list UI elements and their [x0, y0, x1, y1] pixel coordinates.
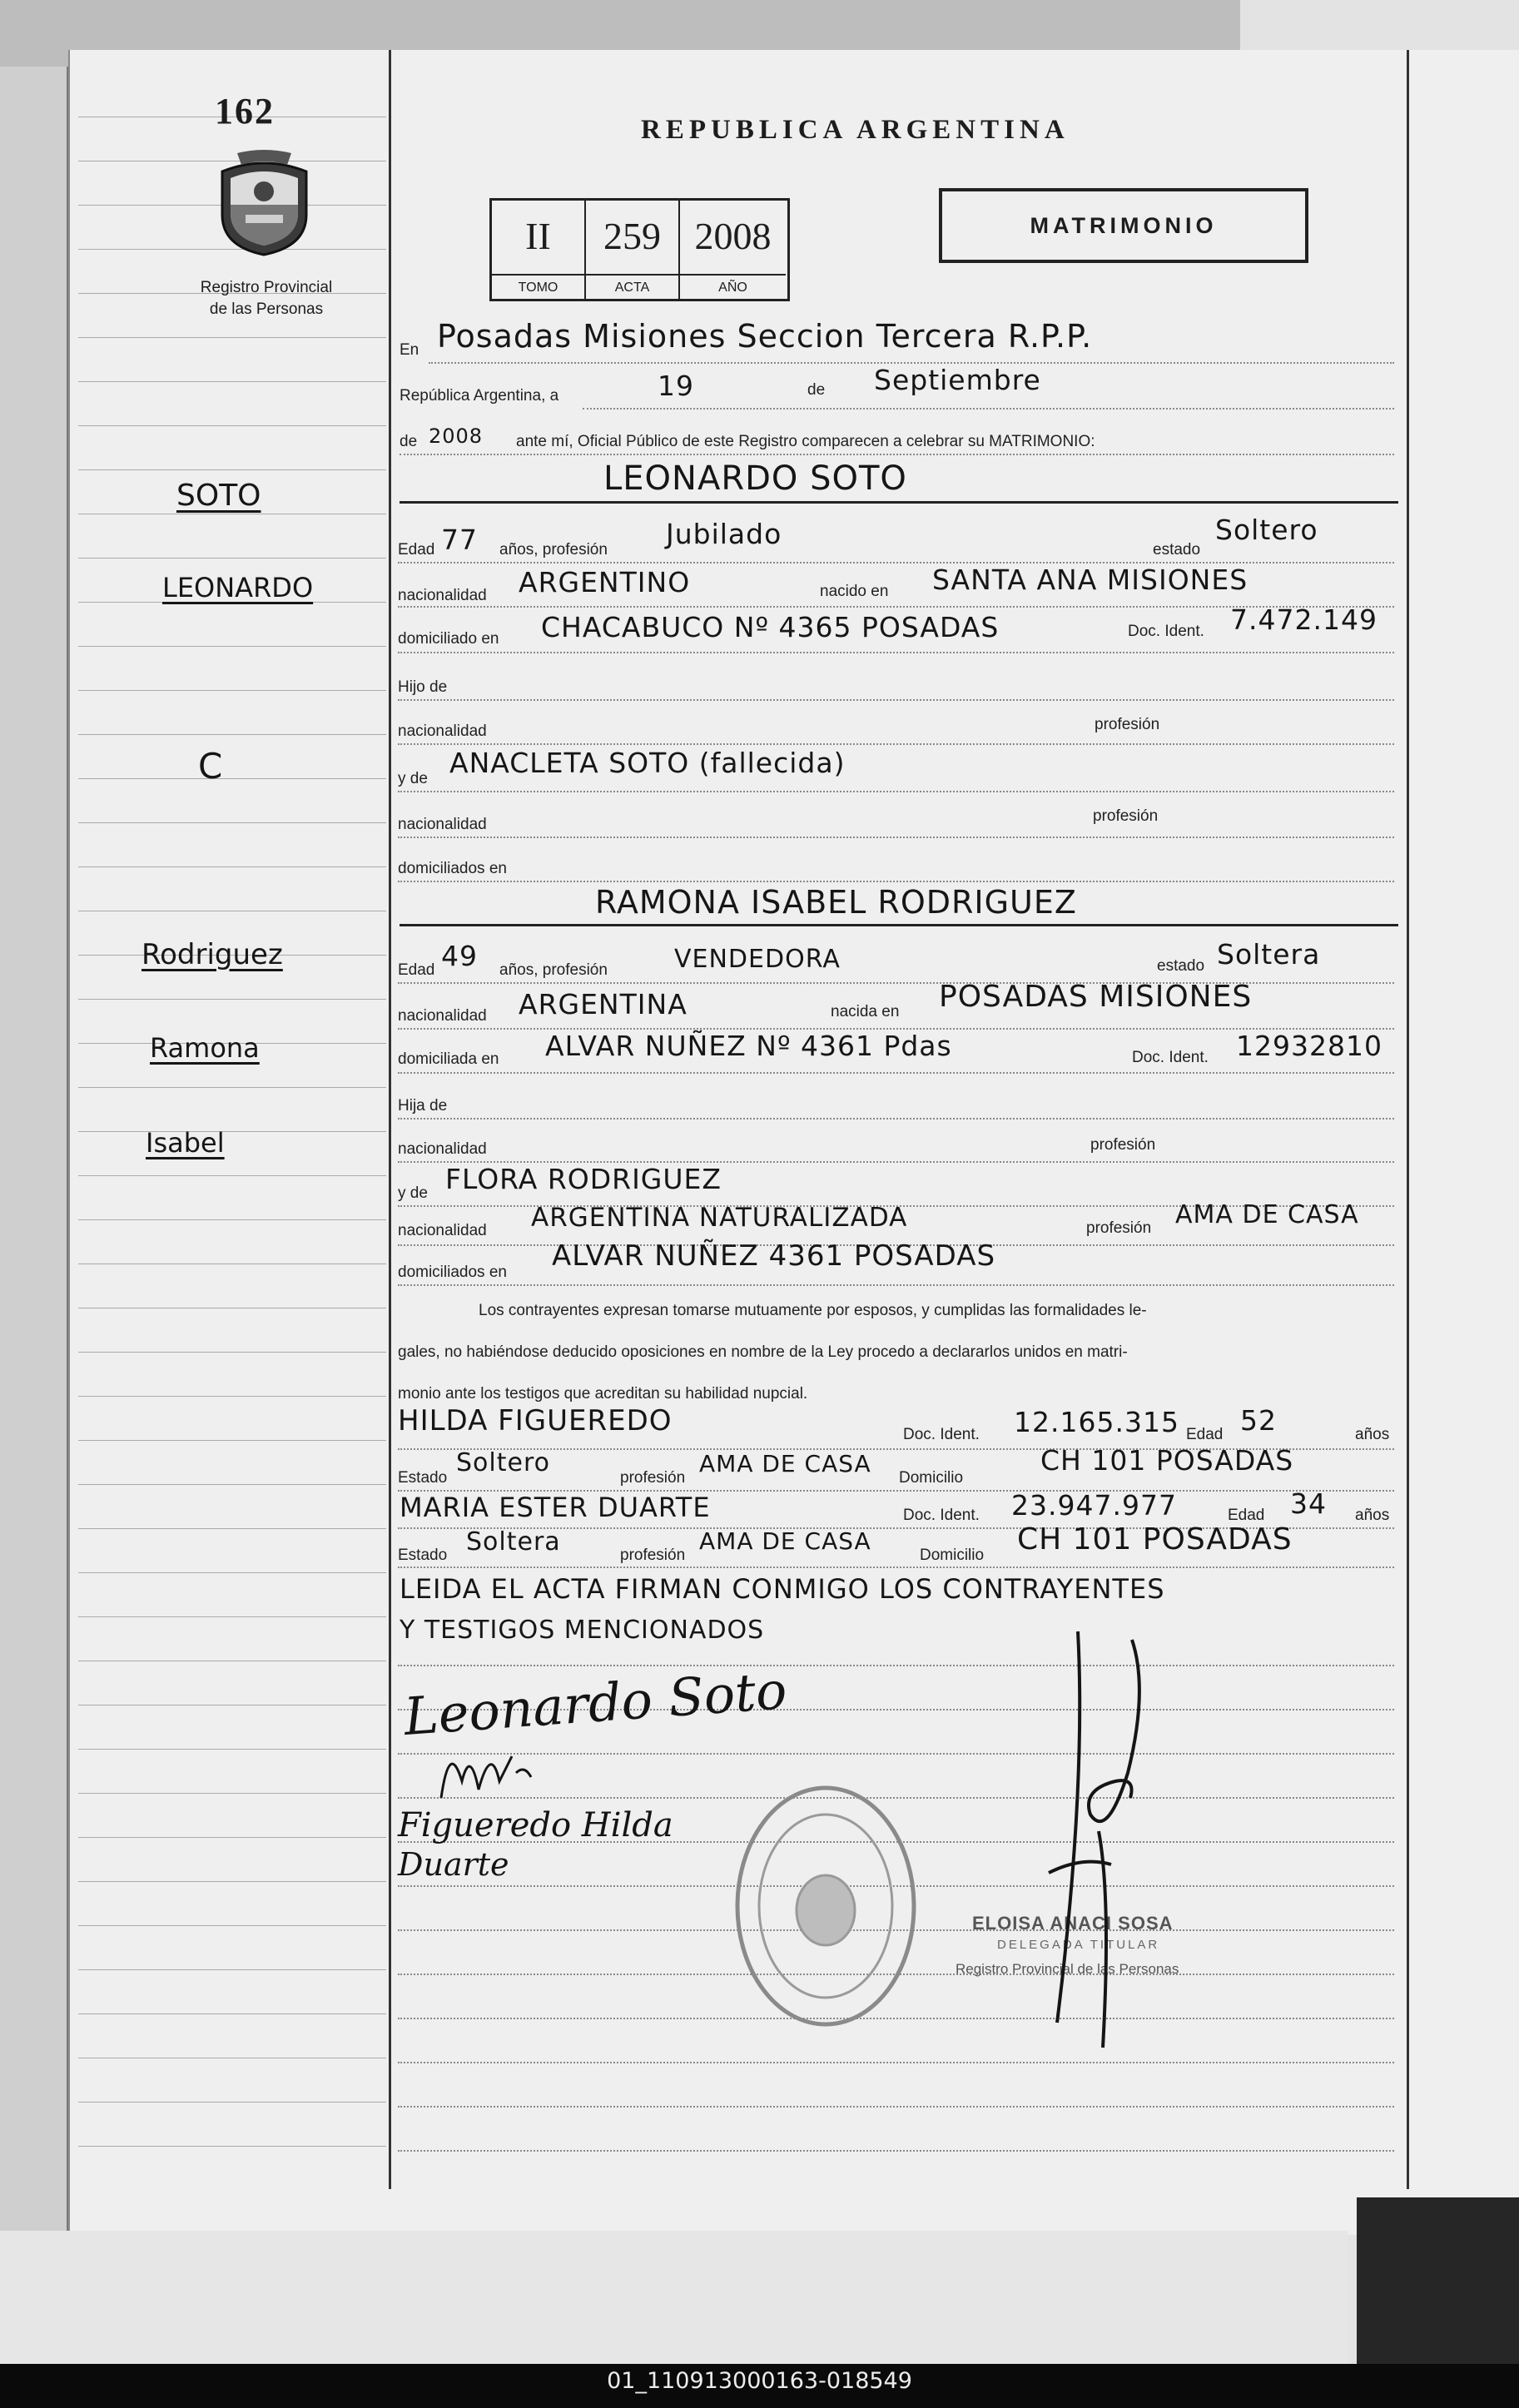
bride-domiciliados-label: domiciliados en [398, 1264, 507, 1281]
witness1-doc: 12.165.315 [1014, 1406, 1179, 1438]
groom-row3-line [398, 652, 1394, 653]
witness2-estado: Soltera [466, 1527, 561, 1557]
lower-rule-line [398, 1665, 1394, 1666]
witness1-estado: Soltero [456, 1448, 550, 1477]
tomo-label: TOMO [492, 274, 586, 300]
declaration-line-2: gales, no habiéndose deducido oposiciones en nombre de la Ley procedo a declararlos unidos en matri- [398, 1343, 1128, 1361]
file-identifier: 01_110913000163-018549 [607, 2368, 912, 2394]
margin-rule-line [78, 866, 386, 867]
lower-rule-line [398, 1753, 1394, 1755]
margin-rule-line [78, 1616, 386, 1617]
margin-rule-line [78, 337, 386, 338]
groom-nacido-label: nacido en [820, 583, 889, 600]
groom-prof-mother-label: profesión [1093, 807, 1159, 825]
margin-column [68, 50, 391, 2189]
witness2-signature: Duarte [398, 1846, 509, 1883]
bride-mother: FLORA RODRIGUEZ [445, 1163, 722, 1195]
tomo-value: II [492, 201, 586, 274]
groom-mother: ANACLETA SOTO (fallecida) [449, 747, 846, 779]
year-value: 2008 [429, 425, 484, 448]
witness1-domicilio-label: Domicilio [899, 1469, 964, 1487]
book-gutter-shadow [1357, 2197, 1519, 2372]
groom-signature: Leonardo Soto [402, 1660, 789, 1747]
margin-rule-line [78, 1572, 386, 1573]
groom-yde-label: y de [398, 770, 428, 787]
groom-section-rule [400, 501, 1398, 504]
groom-estado: Soltero [1215, 514, 1318, 546]
groom-hijo-label: Hijo de [398, 678, 448, 696]
bride-doc: 12932810 [1236, 1030, 1382, 1062]
witness2-anos-label: años [1355, 1507, 1390, 1524]
margin-rule-line [78, 822, 386, 823]
margin-bride-first: Ramona [150, 1032, 260, 1064]
bride-profession: VENDEDORA [674, 945, 841, 974]
registry-emblem-icon [212, 148, 316, 258]
bride-prof-father-label: profesión [1090, 1136, 1156, 1154]
bride-mother-profession: AMA DE CASA [1175, 1200, 1359, 1229]
groom-row6-line [398, 791, 1394, 792]
margin-rule-line [78, 425, 386, 426]
groom-birthplace: SANTA ANA MISIONES [932, 564, 1248, 596]
bride-nac-father-label: nacionalidad [398, 1140, 487, 1158]
margin-rule-line [78, 1528, 386, 1529]
closing-line-2: Y TESTIGOS MENCIONADOS [400, 1616, 765, 1645]
margin-rule-line [78, 1440, 386, 1441]
margin-rule-line [78, 381, 386, 382]
bride-row8-line [398, 1284, 1394, 1286]
bride-nac-mother-label: nacionalidad [398, 1222, 487, 1239]
margin-rule-line [78, 690, 386, 691]
margin-rule-line [78, 1175, 386, 1176]
margin-bride-second: Isabel [146, 1127, 225, 1159]
bride-row4-line [398, 1118, 1394, 1120]
groom-row5-line [398, 743, 1394, 745]
date-line [583, 408, 1394, 410]
witness2-domicilio-label: Domicilio [920, 1547, 985, 1564]
groom-row4-line [398, 699, 1394, 701]
bride-mother-nationality: ARGENTINA NATURALIZADA [531, 1203, 908, 1233]
witness2-doc-label: Doc. Ident. [903, 1507, 980, 1524]
groom-name: LEONARDO SOTO [603, 459, 907, 498]
acta-label: ACTA [586, 274, 680, 300]
bride-address: ALVAR NUÑEZ Nº 4361 Pdas [545, 1030, 952, 1062]
bride-nacida-label: nacida en [831, 1003, 900, 1020]
right-rule [1407, 50, 1409, 2189]
official-name: ELOISA ANACI SOSA [972, 1913, 1174, 1934]
margin-rule-line [78, 1881, 386, 1882]
groom-domicilio-label: domiciliado en [398, 630, 499, 648]
acta-value: 259 [586, 201, 680, 274]
en-label: En [400, 341, 419, 359]
bride-profesion-label: años, profesión [499, 961, 608, 979]
republica-label: República Argentina, a [400, 387, 559, 405]
margin-rule-line [78, 1131, 386, 1132]
witness2-edad-label: Edad [1228, 1507, 1265, 1524]
document-type-box: MATRIMONIO [939, 188, 1308, 263]
country-title: REPUBLICA ARGENTINA [641, 115, 1070, 145]
witness1-estado-label: Estado [398, 1469, 448, 1487]
groom-profession: Jubilado [666, 518, 782, 550]
day-value: 19 [658, 370, 694, 402]
groom-doc: 7.472.149 [1230, 603, 1378, 636]
margin-rule-line [78, 1793, 386, 1794]
bride-birthplace: POSADAS MISIONES [939, 980, 1253, 1014]
margin-rule-line [78, 1925, 386, 1926]
groom-row8-line [398, 881, 1394, 882]
bride-row3-line [398, 1072, 1394, 1074]
register-reference-table [489, 198, 790, 301]
witness1-name: HILDA FIGUEREDO [398, 1404, 673, 1437]
witness2-row2-line [398, 1566, 1394, 1568]
closing-line-1: LEIDA EL ACTA FIRMAN CONMIGO LOS CONTRAYENTES [400, 1573, 1165, 1605]
witness1-profession: AMA DE CASA [699, 1450, 871, 1477]
statement-text: ante mí, Oficial Público de este Registro comparecen a celebrar su MATRIMONIO: [516, 433, 1095, 450]
year-de-label: de [400, 433, 418, 450]
lower-rule-line [398, 2150, 1394, 2152]
bride-prof-mother-label: profesión [1086, 1219, 1152, 1237]
witness2-address: CH 101 POSADAS [1017, 1522, 1293, 1557]
margin-rule-line [78, 1352, 386, 1353]
witness1-signature: Figueredo Hilda [398, 1806, 673, 1844]
bride-name: RAMONA ISABEL RODRIGUEZ [595, 884, 1077, 921]
bride-yde-label: y de [398, 1184, 428, 1202]
margin-rule-line [78, 1837, 386, 1838]
lower-rule-line [398, 2106, 1394, 2108]
margin-rule-line [78, 2013, 386, 2014]
bride-section-rule [400, 924, 1398, 926]
margin-rule-line [78, 558, 386, 559]
month-value: Septiembre [874, 364, 1041, 396]
bride-doc-label: Doc. Ident. [1132, 1049, 1209, 1066]
official-office: Registro Provincial de las Personas [956, 1961, 1179, 1977]
margin-rule-line [78, 2102, 386, 2103]
margin-groom-surname: SOTO [176, 479, 261, 513]
bride-age: 49 [441, 940, 478, 972]
page-bottom-edge [0, 2231, 1348, 2368]
witness2-doc: 23.947.977 [1011, 1489, 1177, 1522]
witness2-age: 34 [1290, 1487, 1327, 1520]
margin-rule-line [78, 469, 386, 470]
groom-edad-label: Edad [398, 541, 435, 559]
witness1-age: 52 [1240, 1404, 1277, 1437]
official-role: DELEGADA TITULAR [997, 1938, 1160, 1952]
margin-groom-first: LEONARDO [162, 572, 314, 603]
witness1-edad-label: Edad [1186, 1426, 1224, 1443]
groom-nationality: ARGENTINO [519, 566, 691, 598]
bride-domicilio-label: domiciliada en [398, 1050, 499, 1068]
witness1-profesion-label: profesión [620, 1469, 686, 1487]
anio-value: 2008 [694, 215, 772, 257]
margin-rule-line [78, 999, 386, 1000]
witness2-profesion-label: profesión [620, 1547, 686, 1564]
bride-estado-label: estado [1157, 957, 1205, 975]
official-signature-mark [1032, 1623, 1174, 2056]
declaration-line-1: Los contrayentes expresan tomarse mutuamente por esposos, y cumplidas las formalidades le- [479, 1302, 1147, 1319]
witness2-estado-label: Estado [398, 1547, 448, 1564]
groom-address: CHACABUCO Nº 4365 POSADAS [541, 611, 1000, 643]
margin-rule-line [78, 2146, 386, 2147]
bride-nationality: ARGENTINA [519, 988, 688, 1020]
groom-row7-line [398, 837, 1394, 838]
margin-rule-line [78, 778, 386, 779]
groom-profesion-label: años, profesión [499, 541, 608, 559]
witness1-doc-label: Doc. Ident. [903, 1426, 980, 1443]
page-left-edge [0, 67, 69, 2231]
registry-name: Registro Provincial de las Personas [200, 279, 333, 318]
bride-hija-label: Hija de [398, 1097, 448, 1115]
witness1-address: CH 101 POSADAS [1040, 1444, 1294, 1477]
anio-label: AÑO [680, 274, 786, 300]
bride-edad-label: Edad [398, 961, 435, 979]
lower-rule-line [398, 2062, 1394, 2063]
bride-parents-address: ALVAR NUÑEZ 4361 POSADAS [552, 1239, 996, 1273]
margin-rule-line [78, 734, 386, 735]
bride-nacionalidad-label: nacionalidad [398, 1007, 487, 1025]
margin-rule-line [78, 1484, 386, 1485]
groom-domiciliados-label: domiciliados en [398, 860, 507, 877]
declaration-line-3: monio ante los testigos que acreditan su habilidad nupcial. [398, 1385, 808, 1403]
margin-rule-line [78, 1219, 386, 1220]
groom-doc-label: Doc. Ident. [1128, 623, 1204, 640]
witness2-name: MARIA ESTER DUARTE [400, 1492, 711, 1523]
groom-age: 77 [441, 524, 478, 556]
margin-mark: C [198, 746, 224, 787]
bride-signature-mark [433, 1731, 541, 1806]
groom-prof-father-label: profesión [1095, 716, 1160, 733]
margin-rule-line [78, 1396, 386, 1397]
witness1-anos-label: años [1355, 1426, 1390, 1443]
margin-rule-line [78, 1749, 386, 1750]
bride-estado: Soltera [1217, 938, 1321, 971]
margin-bride-surname: Rodriguez [141, 938, 283, 971]
page-number: 162 [215, 91, 275, 132]
month-de-label: de [807, 381, 826, 399]
margin-rule-line [78, 1969, 386, 1970]
groom-nac-mother-label: nacionalidad [398, 816, 487, 833]
statement-line [400, 454, 1394, 455]
groom-nac-father-label: nacionalidad [398, 722, 487, 740]
margin-rule-line [78, 1087, 386, 1088]
witness2-profession: AMA DE CASA [699, 1527, 871, 1555]
groom-nacionalidad-label: nacionalidad [398, 587, 487, 604]
place-value: Posadas Misiones Seccion Tercera R.P.P. [437, 318, 1093, 355]
official-seal-stamp [732, 1781, 920, 2031]
groom-estado-label: estado [1153, 541, 1201, 559]
margin-rule-line [78, 646, 386, 647]
